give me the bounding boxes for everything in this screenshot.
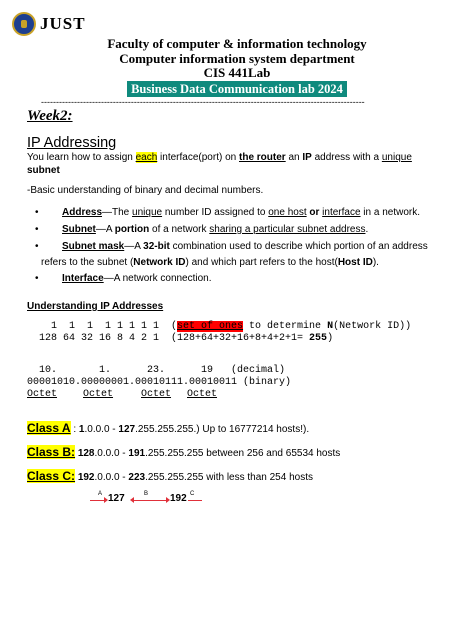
bullet-text: one host xyxy=(268,207,307,218)
bullet-subnet-mask xyxy=(62,240,428,253)
bullet-marker: • xyxy=(35,224,39,235)
octet-label: Octet xyxy=(83,389,114,400)
intro-text: interface(port) on xyxy=(157,152,239,163)
bullet-text: refers to the subnet ( xyxy=(41,257,134,268)
arrow-c xyxy=(188,500,202,501)
bullet-term: Subnet xyxy=(62,224,96,235)
intro-text: address with a xyxy=(311,152,382,163)
class-range-diagram xyxy=(88,488,208,512)
bullet-text: ). xyxy=(372,257,379,268)
binary-text: to determine xyxy=(243,321,328,332)
class-end: 223 xyxy=(128,472,146,483)
bullet-text: combination used to describe which portion of an address xyxy=(169,241,428,252)
lab-banner: Business Data Communication lab 2024 xyxy=(127,81,347,97)
intro-unique: unique xyxy=(381,152,412,163)
bullet-text: portion xyxy=(114,224,150,235)
intro-paragraph xyxy=(27,151,447,177)
section-title: IP Addressing xyxy=(27,135,117,151)
bullet-text: or xyxy=(306,207,323,218)
class-text: : xyxy=(70,424,79,435)
bullet-term: Subnet mask xyxy=(62,241,125,252)
bullet-text: interface xyxy=(322,207,361,218)
range-label-b: B xyxy=(144,491,149,497)
class-a-line xyxy=(27,421,309,435)
class-end: 127 xyxy=(118,424,136,435)
arrow-b xyxy=(132,500,168,501)
binary-text: 128 64 32 16 8 4 2 1 (128+64+32+16+8+4+2+1= xyxy=(27,333,310,344)
binary-weights-line xyxy=(27,333,333,345)
class-end: 191 xyxy=(128,448,146,459)
class-start: 128 xyxy=(77,448,95,459)
class-text: .255.255.255.) Up to 16777214 hosts!). xyxy=(135,424,310,435)
bullet-marker: • xyxy=(35,241,39,252)
example-binary: 00001010.00000001.00010111.00010011 (binary) xyxy=(27,377,292,388)
range-value-127: 127 xyxy=(108,493,125,504)
binary-bits-line xyxy=(27,321,411,333)
banner-wrap xyxy=(0,80,474,98)
basic-understanding: -Basic understanding of binary and decimal numbers. xyxy=(27,185,264,196)
logo-text: JUST xyxy=(40,14,86,33)
bullet-text: —A network connection. xyxy=(103,273,212,284)
octet-label: Octet xyxy=(141,389,172,400)
class-b-line xyxy=(27,445,340,459)
divider: ------------------------------------------------------------------------------------------------------------ xyxy=(41,97,365,107)
binary-text: 1 1 1 1 1 1 1 1 ( xyxy=(27,321,178,332)
bullet-text: Host ID xyxy=(337,257,373,268)
intro-the-router: the router xyxy=(239,152,286,163)
intro-text: You learn how to assign xyxy=(27,152,136,163)
bullet-interface xyxy=(62,272,212,285)
class-text: .0.0.0 - xyxy=(94,472,129,483)
example-decimal: 10. 1. 23. 19 (decimal) xyxy=(27,365,286,376)
class-label: Class B: xyxy=(27,445,76,459)
binary-text: ) xyxy=(327,333,334,344)
class-label: Class A xyxy=(27,421,71,435)
university-seal-icon xyxy=(12,12,36,36)
bullet-text: —The xyxy=(102,207,133,218)
bullet-text: of a network xyxy=(149,224,210,235)
arrow-head-icon xyxy=(130,497,134,503)
binary-text: (Network ID)) xyxy=(333,321,412,332)
bullet-text: —A xyxy=(124,241,144,252)
set-of-ones: set of ones xyxy=(177,321,244,332)
octet-label: Octet xyxy=(27,389,58,400)
course-code: CIS 441Lab xyxy=(203,65,271,80)
bullet-marker: • xyxy=(35,273,39,284)
bullet-marker: • xyxy=(35,207,39,218)
intro-subnet: subnet xyxy=(27,165,60,176)
week-heading: Week2: xyxy=(27,108,73,124)
bullet-address xyxy=(62,206,420,219)
bullet-text: —A xyxy=(95,224,115,235)
bullet-text: 32-bit xyxy=(143,241,170,252)
bullet-term: Interface xyxy=(62,273,104,284)
understanding-heading: Understanding IP Addresses xyxy=(27,301,164,312)
range-label-c: C xyxy=(190,491,195,497)
octet-label: Octet xyxy=(187,389,218,400)
class-start: 192 xyxy=(77,472,95,483)
bullet-subnet xyxy=(62,223,368,236)
bullet-text: in a network. xyxy=(360,207,421,218)
bullet-text: Network ID xyxy=(133,257,186,268)
class-text: .0.0.0 - xyxy=(84,424,119,435)
bullet-subnet-mask-line2 xyxy=(41,256,379,269)
bullet-text: sharing a particular subnet address xyxy=(209,224,366,235)
class-c-line xyxy=(27,469,313,483)
intro-ip: IP xyxy=(302,152,312,163)
class-label: Class C: xyxy=(27,469,76,483)
intro-each: each xyxy=(135,152,158,163)
bullet-text: number ID assigned to xyxy=(162,207,269,218)
range-value-192: 192 xyxy=(170,493,187,504)
bullet-text: . xyxy=(365,224,369,235)
class-start: 1 xyxy=(78,424,85,435)
intro-text: an xyxy=(285,152,303,163)
department-title: Computer information system department xyxy=(119,51,355,66)
class-text: .0.0.0 - xyxy=(94,448,129,459)
range-label-a: A xyxy=(98,491,103,497)
bullet-text: unique xyxy=(132,207,163,218)
bullet-text: ) and which part refers to the host( xyxy=(185,257,338,268)
binary-n: N xyxy=(327,321,334,332)
class-text: .255.255.255 with less than 254 hosts xyxy=(145,472,313,483)
bullet-term: Address xyxy=(62,207,103,218)
faculty-title: Faculty of computer & information technology xyxy=(107,36,367,51)
binary-sum: 255 xyxy=(309,333,328,344)
class-text: .255.255.255 between 256 and 65534 hosts xyxy=(145,448,341,459)
